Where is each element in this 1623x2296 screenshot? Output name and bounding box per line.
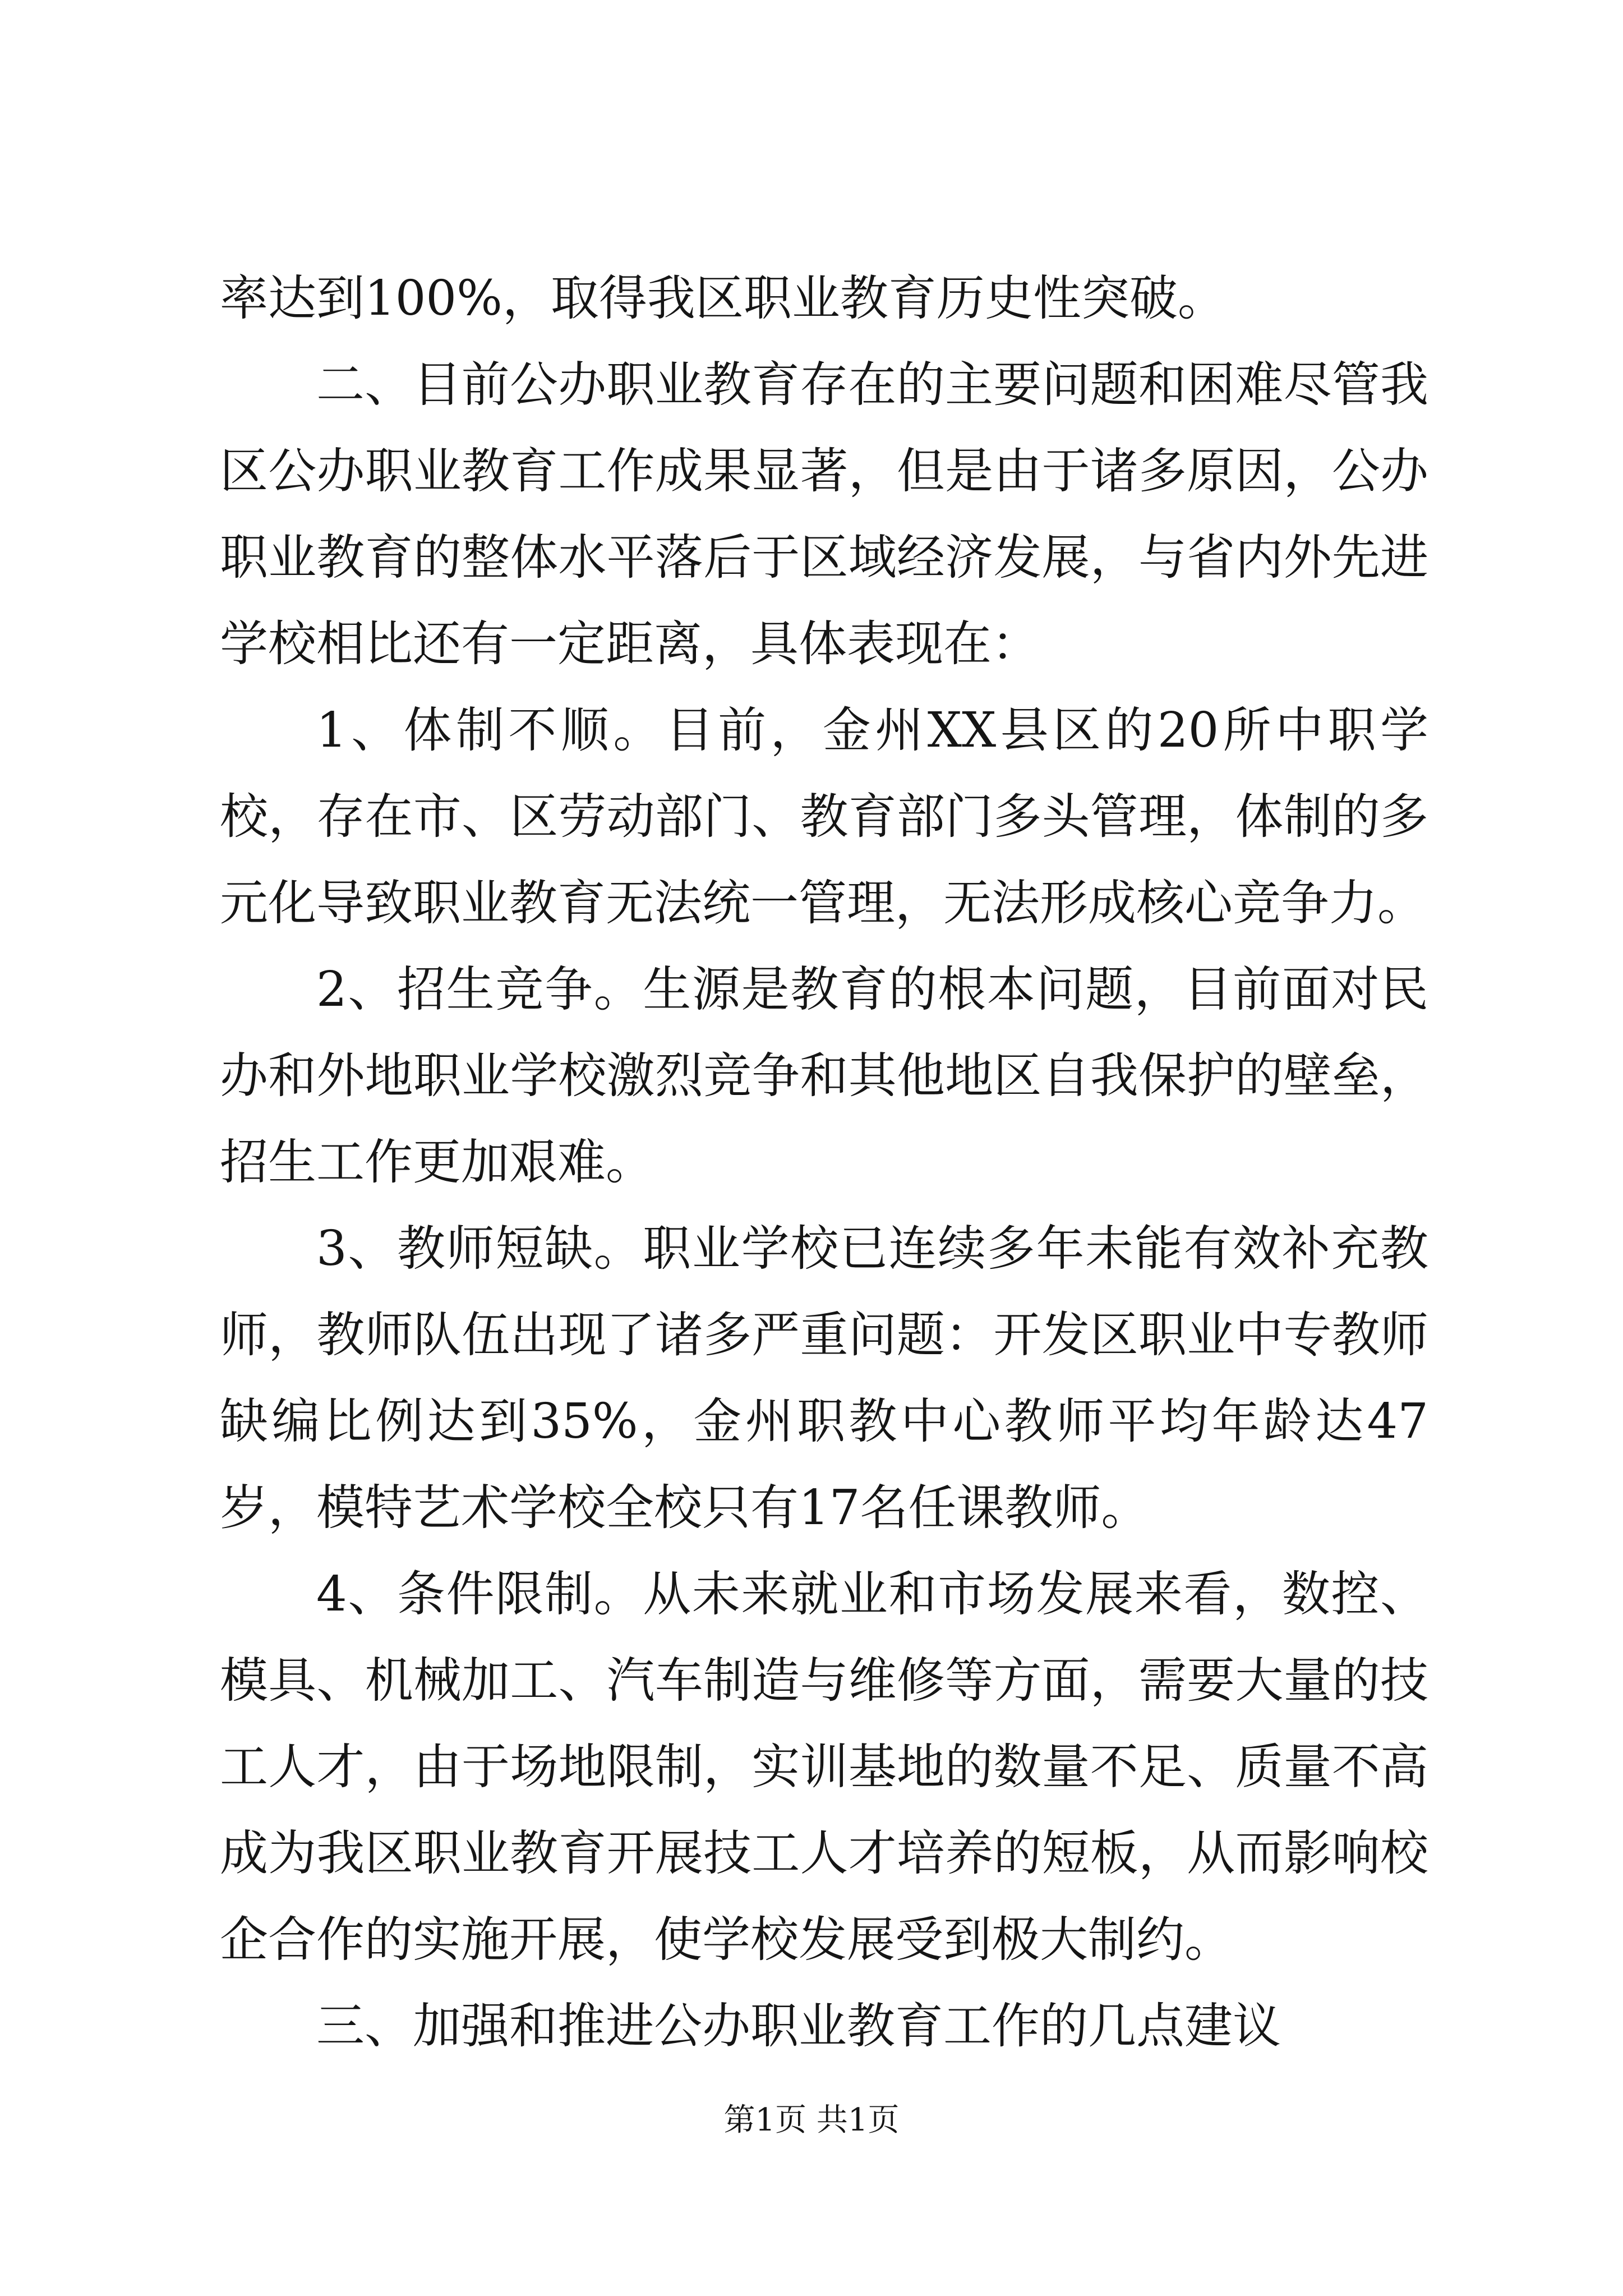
paragraph-item-1: 1、体制不顺。目前，金州XX县区的20所中职学校，存在市、区劳动部门、教育部门多头管理，体制的多元化导致职业教育无法统一管理，无法形成核心竞争力。 (220, 702, 1428, 931)
paragraph-section-two-heading: 二、目前公办职业教育存在的主要问题和困难尽管我区公办职业教育工作成果显著，但是由于诸多原因，公办职业教育的整体水平落后于区域经济发展，与省内外先进学校相比还有一定距离，具体表现在： (220, 357, 1428, 672)
paragraph-item-2: 2、招生竞争。生源是教育的根本问题，目前面对民办和外地职业学校激烈竞争和其他地区自我保护的壁垒，招生工作更加艰难。 (220, 961, 1428, 1190)
paragraph-item-3: 3、教师短缺。职业学校已连续多年未能有效补充教师，教师队伍出现了诸多严重问题：开发区职业中专教师缺编比例达到35%，金州职教中心教师平均年龄达47岁，模特艺术学校全校只有17名任课教师。 (220, 1221, 1428, 1536)
document-body (220, 255, 1428, 2069)
paragraph-item-4: 4、条件限制。从未来就业和市场发展来看，数控、模具、机械加工、汽车制造与维修等方面，需要大量的技工人才，由于场地限制，实训基地的数量不足、质量不高成为我区职业教育开展技工人才培养的短板，从而影响校企合作的实施开展，使学校发展受到极大制约。 (220, 1566, 1428, 1968)
paragraph-section-three-heading: 三、加强和推进公办职业教育工作的几点建议 (316, 1998, 1281, 2054)
paragraph-continuation: 率达到100%，取得我区职业教育历史性突破。 (220, 270, 1226, 326)
page-footer: 第1页 共1页 (723, 2102, 900, 2138)
